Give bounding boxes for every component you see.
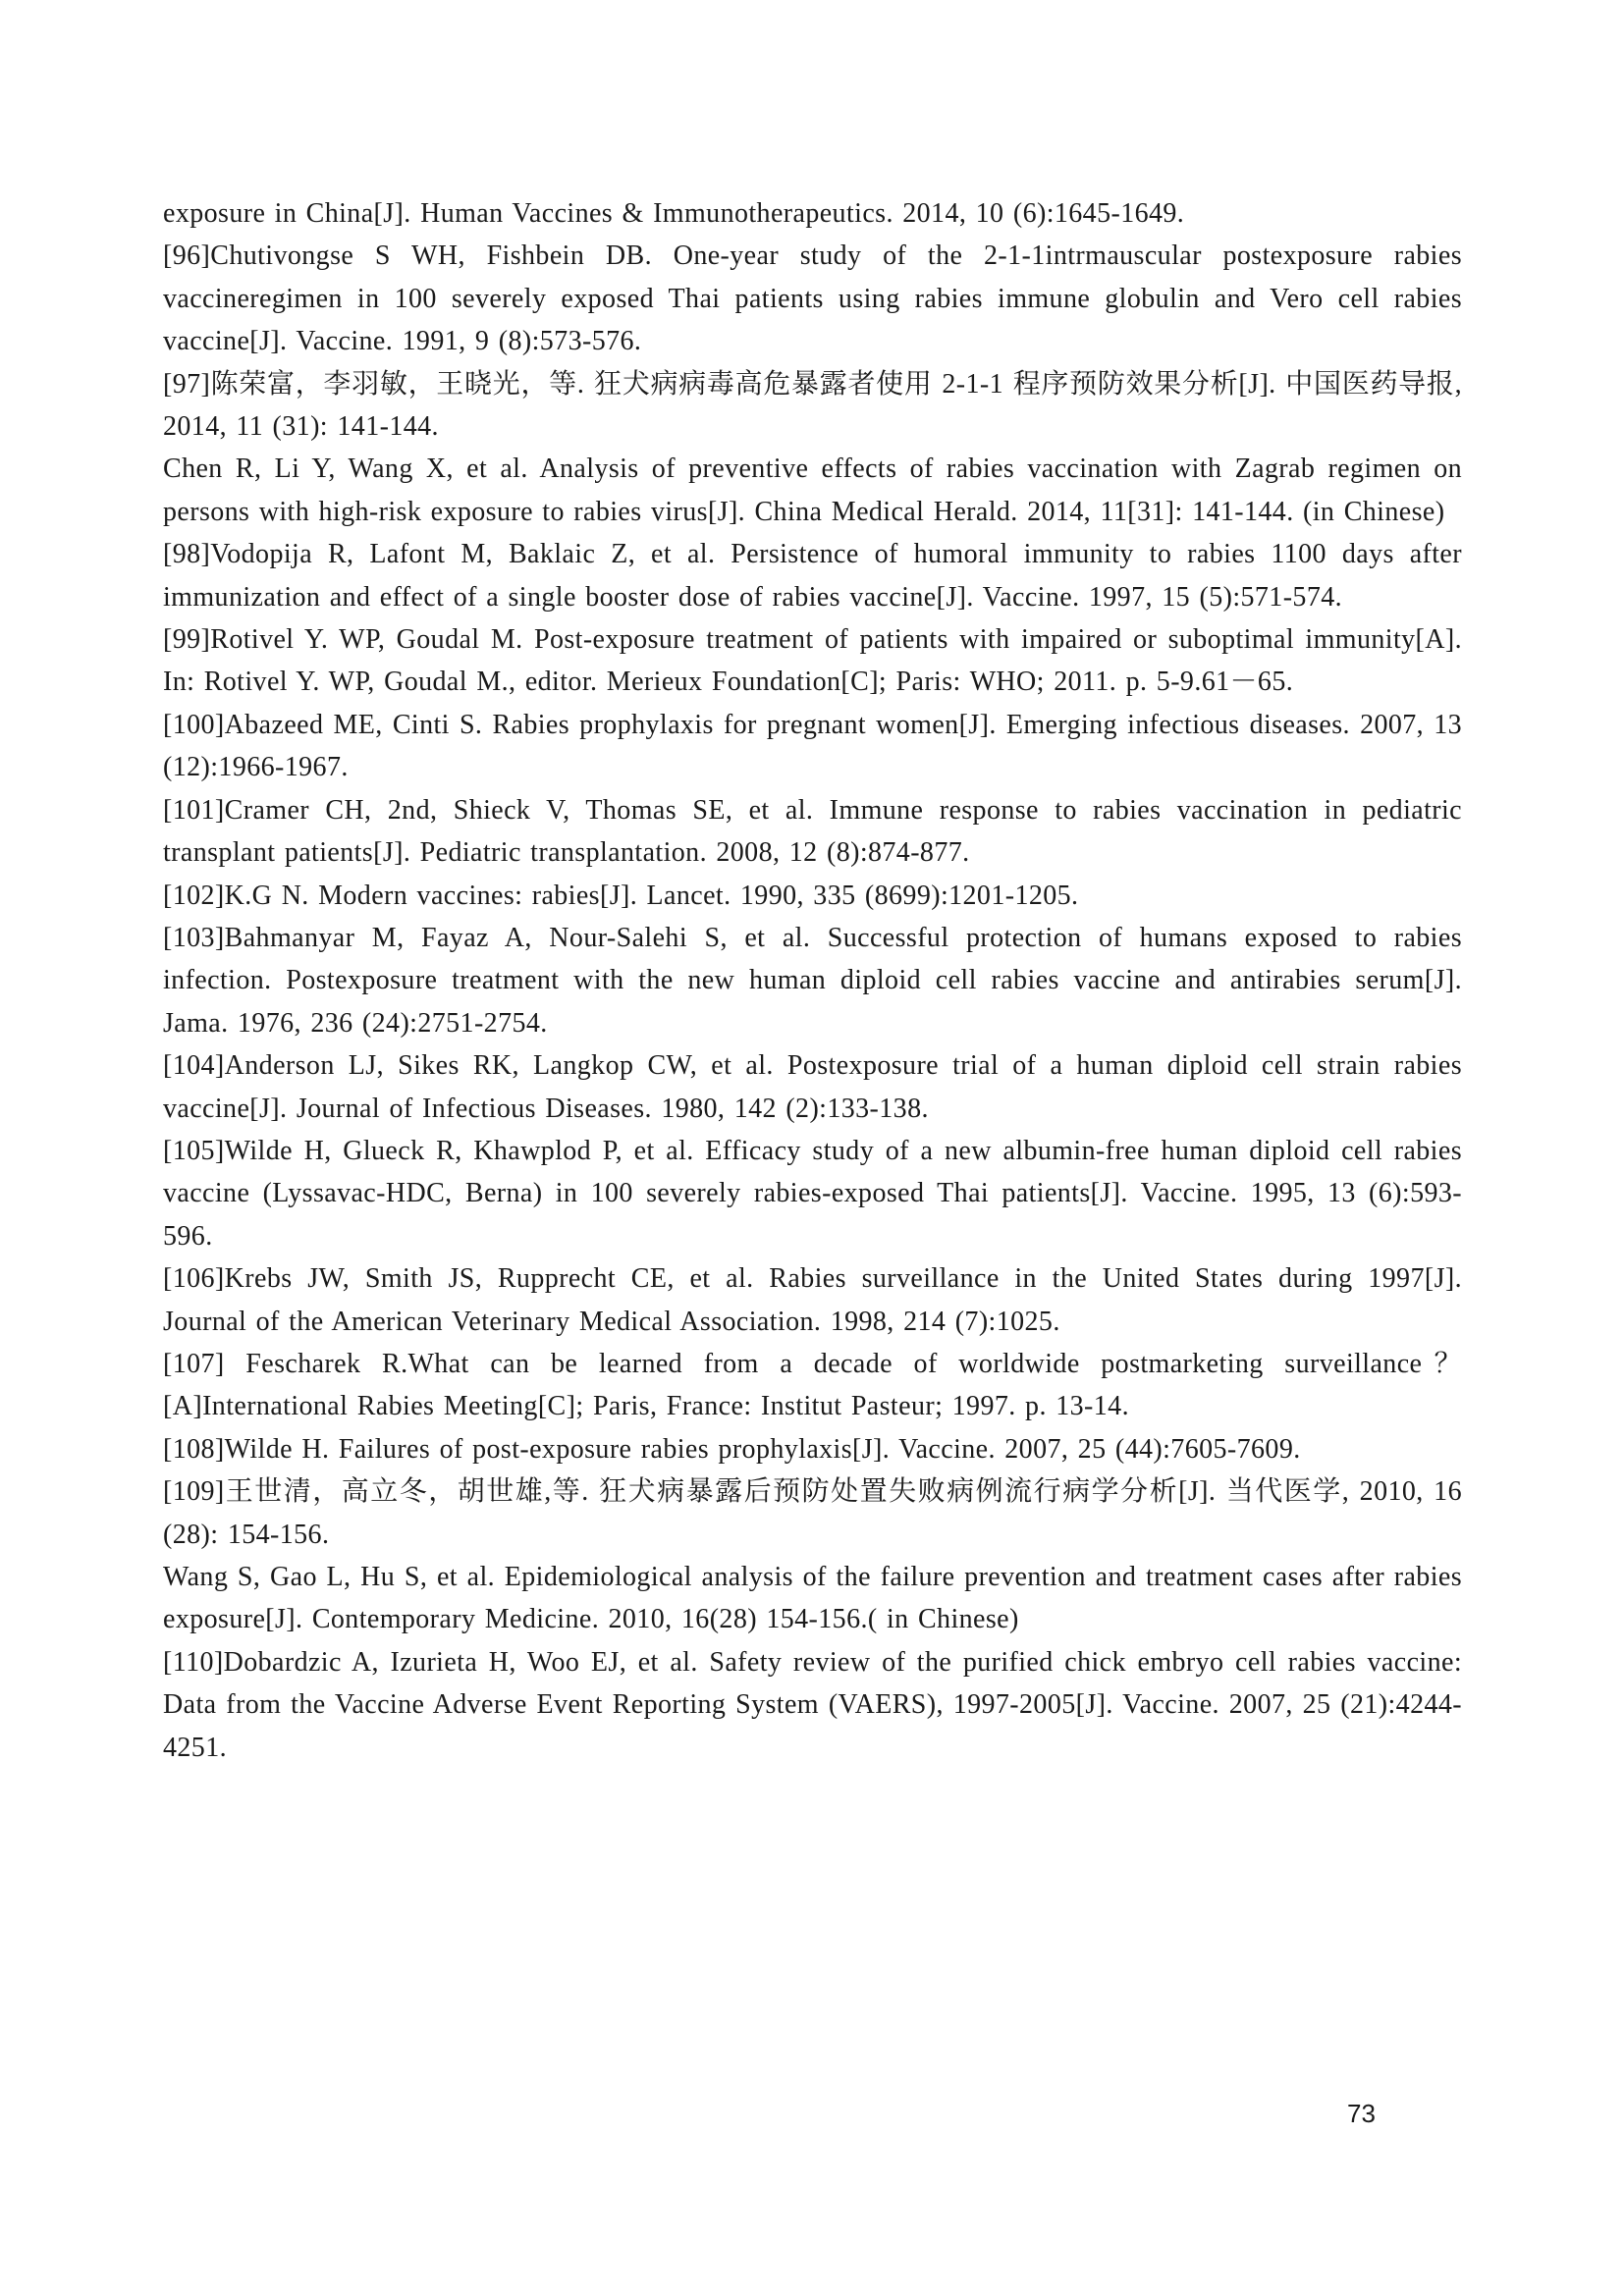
reference-entry: [103]Bahmanyar M, Fayaz A, Nour-Salehi S, et al. Successful protection of humans exposed to rabies infection. Postexposure treatment with the new human diploid cell rabies vaccine and antirabies serum[J]. Jama. 1976, 236 (24):2751-2754.: [163, 922, 1462, 1039]
reference-entry: [110]Dobardzic A, Izurieta H, Woo EJ, et al. Safety review of the purified chick embryo cell rabies vaccine: Data from the Vaccine Adverse Event Reporting System (VAERS), 1997-2005[J]. Vaccine. 2007, 25 (21):4244-4251.: [163, 1646, 1462, 1763]
reference-entry: [96]Chutivongse S WH, Fishbein DB. One-year study of the 2-1-1intrmauscular postexposure rabies vaccineregimen in 100 severely exposed Thai patients using rabies immune globulin and Vero cell rabies vaccine[J]. Vaccine. 1991, 9 (8):573-576.: [163, 240, 1462, 357]
reference-entry: Wang S, Gao L, Hu S, et al. Epidemiological analysis of the failure prevention and treatment cases after rabies exposure[J]. Contemporary Medicine. 2010, 16(28) 154-156.( in Chinese): [163, 1562, 1462, 1635]
reference-entry: [97]陈荣富，李羽敏，王晓光，等. 狂犬病病毒高危暴露者使用 2-1-1 程序预防效果分析[J]. 中国医药导报, 2014, 11 (31): 141-144.: [163, 368, 1462, 443]
reference-entry: Chen R, Li Y, Wang X, et al. Analysis of preventive effects of rabies vaccination with Zagrab regimen on persons with high-risk exposure to rabies virus[J]. China Medical Herald. 2014, 11[31]: 141-144. (in Chinese): [163, 454, 1462, 527]
reference-entry: [100]Abazeed ME, Cinti S. Rabies prophylaxis for pregnant women[J]. Emerging infectious diseases. 2007, 13 (12):1966-1967.: [163, 709, 1462, 783]
reference-entry: [99]Rotivel Y. WP, Goudal M. Post-exposure treatment of patients with impaired or suboptimal immunity[A]. In: Rotivel Y. WP, Goudal M., editor. Merieux Foundation[C]; Paris: WHO; 2011. p. 5-9.61－65.: [163, 624, 1462, 698]
reference-entry: [105]Wilde H, Glueck R, Khawplod P, et al. Efficacy study of a new albumin-free human diploid cell rabies vaccine (Lyssavac-HDC, Berna) in 100 severely rabies-exposed Thai patients[J]. Vaccine. 1995, 13 (6):593-596.: [163, 1135, 1462, 1252]
reference-entry: exposure in China[J]. Human Vaccines & Immunotherapeutics. 2014, 10 (6):1645-1649.: [163, 198, 1185, 229]
page-number: 73: [1347, 2099, 1376, 2128]
reference-entry: [98]Vodopija R, Lafont M, Baklaic Z, et al. Persistence of humoral immunity to rabies 1100 days after immunization and effect of a single booster dose of rabies vaccine[J]. Vaccine. 1997, 15 (5):571-574.: [163, 539, 1462, 613]
references-list: [163, 192, 1462, 1769]
reference-entry: [107] Fescharek R.What can be learned from a decade of worldwide postmarketing surveillance？[A]International Rabies Meeting[C]; Paris, France: Institut Pasteur; 1997. p. 13-14.: [163, 1348, 1462, 1422]
reference-entry: [101]Cramer CH, 2nd, Shieck V, Thomas SE, et al. Immune response to rabies vaccination in pediatric transplant patients[J]. Pediatric transplantation. 2008, 12 (8):874-877.: [163, 794, 1462, 869]
reference-entry: [102]K.G N. Modern vaccines: rabies[J]. Lancet. 1990, 335 (8699):1201-1205.: [163, 880, 1079, 911]
reference-entry: [108]Wilde H. Failures of post-exposure rabies prophylaxis[J]. Vaccine. 2007, 25 (44):7605-7609.: [163, 1433, 1301, 1465]
reference-entry: [106]Krebs JW, Smith JS, Rupprecht CE, et al. Rabies surveillance in the United States during 1997[J]. Journal of the American Veterinary Medical Association. 1998, 214 (7):1025.: [163, 1263, 1462, 1337]
reference-entry: [104]Anderson LJ, Sikes RK, Langkop CW, et al. Postexposure trial of a human diploid cell strain rabies vaccine[J]. Journal of Infectious Diseases. 1980, 142 (2):133-138.: [163, 1050, 1462, 1124]
reference-entry: [109]王世清，高立冬，胡世雄,等. 狂犬病暴露后预防处置失败病例流行病学分析[J]. 当代医学, 2010, 16 (28): 154-156.: [163, 1476, 1462, 1550]
